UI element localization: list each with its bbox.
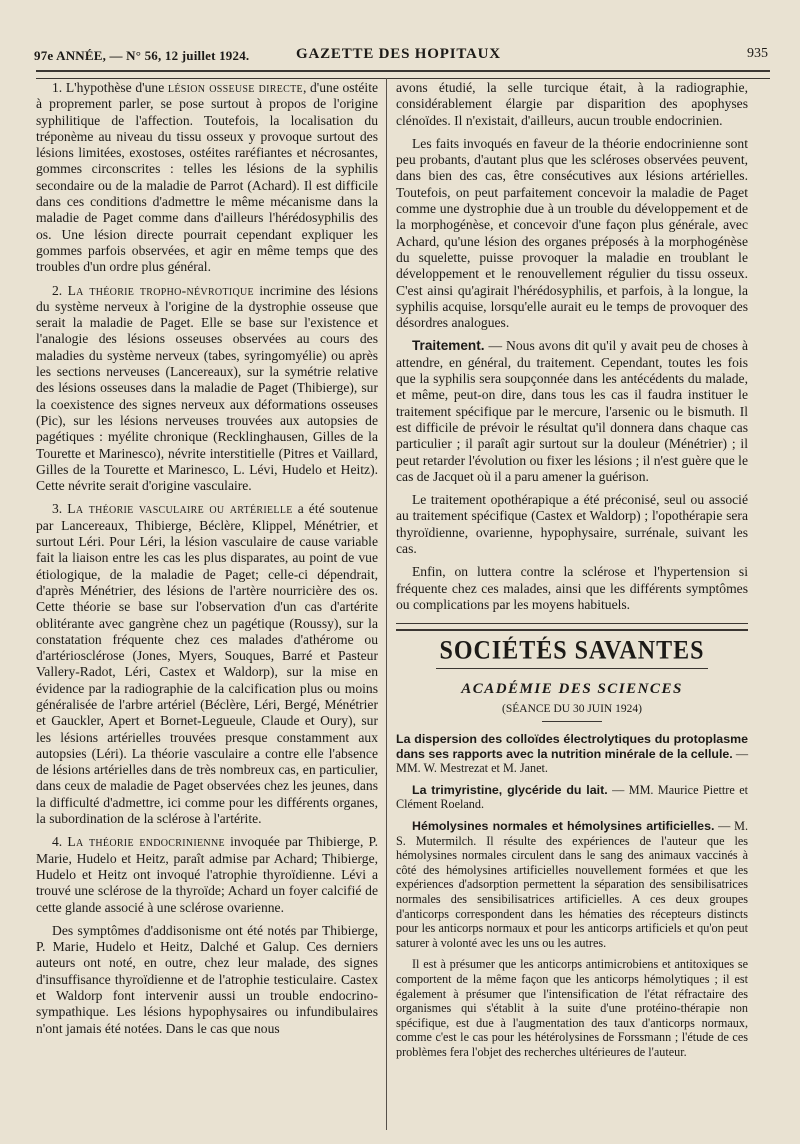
treatment-heading: Traitement. xyxy=(412,338,485,354)
page-header xyxy=(34,42,768,66)
paragraph-faits-invoques: Les faits invoqués en faveur de la théorie endocrinienne sont peu probants, d'autant plus que les scléroses observées peuvent, dans bien des cas, être consécutives aux lésions artérielles. Toutefois, on peut parfaitement concevoir la maladie de Paget comme une dystrophie due à un trouble du développement et de la morphogénèse, et concevoir d'une façon plus générale, avec Achard, qu'une lésion des organes préposés à la morphogénèse du squelette, puisse provoquer la maladie en troublant le développement et le renouvellement régulier du tissu osseux. C'est ainsi qu'agirait l'hérédosyphilis, et parfois, à la longue, la syphilis acquise, lorsqu'elle aurait eu le temps de provoquer des désordres analogues. xyxy=(396,135,748,331)
left-column xyxy=(36,80,378,1044)
short-rule xyxy=(542,721,602,722)
paragraph-theorie-tropho-nevrotique: 2. La théorie tropho-névrotique incrimine des lésions du système nerveux à l'origine de la dystrophie osseuse que serait la maladie de Paget. Elle se base sur l'existence et l'analogie des lésions osseuses observées au cours des maladies du système nerveux (tabes, syringomyélie) ou après les sections nerveuses (Lancereaux), sur la symétrie relative des lésions osseuses dans la maladie de Paget (Thibierge), sur la coexistence des signes nerveux aux déformations osseuses (Pic), sur les lésions nerveuses trouvées aux autopsies de pagétiques : myélite chronique (Recklinghausen, Gilles de la Tourette et Marinesco), névrite interstitielle (Pitres et Vaillard, Gilles de la Tourette et Marinesco, L. Lévi, Hudelo et Heitz). Cette névrite serait d'origine vasculaire. xyxy=(36,282,379,494)
paragraph-theorie-vasculaire: 3. La théorie vasculaire ou artérielle a été soutenue par Lancereaux, Thibierge, Béclère, Klippel, Ménétrier, et surtout Léri. Pour Léri, la lésion vasculaire de cause variable fait la liaison entre les cas les plus disparates, au point de vue étiologique, de la maladie de Paget; celle-ci dépendrait, d'après Ménétrier, des lésions de l'artère nourricière des os. Cette théorie se base sur l'observation d'un cas d'artérite oblitérante avec gangrène chez un pagétique (Roussy), sur la constatation fréquente chez ces malades d'athérome ou d'artériosclérose (Jones, Myers, Souques, Barré et Pasteur Vallery-Radot, Léri, Castex et Waldorp), sur la mise en évidence par la radiographie de la calcification plus ou moins généralisée de l'arbre artériel (Béclère, Léri, Bergé, Ménétrier et Gauckler, Apert et Bornet-Legueule, Claude et Oury), sur les lésions artérielles trouvées presque constamment aux autopsies (Léri). La théorie vasculaire a contre elle l'absence de lésions artérielles dans de très nombreux cas, en particulier, dans ceux de maladie de Paget observées chez les jeunes, dans la difficulté d'admettre, ici comme pour les différents organes, la subordination de la sclérose à l'artérite. xyxy=(36,501,378,827)
paragraph-traitement: Traitement. — Nous avons dit qu'il y avait peu de choses à attendre, en général, du traitement. Cependant, toutes les fois que la syphilis sera soupçonnée dans les antécédents du malade, et même, peut-on dire, dans tous les cas il faudra instituer le traitement spécifique par le mercure, l'arsenic ou le bismuth. Il est difficile de prévoir le résultat qu'il donnera dans chaque cas particulier ; il paraît agir surtout sur la douleur (Ménétrier) ; il peut retarder l'évolution ou fixer les lésions ; il n'est guère que le cas de Jacquet où il a paru amener la guérison. xyxy=(396,338,748,484)
column-divider xyxy=(386,78,387,1130)
issue-info: 97e ANNÉE, — N° 56, 12 juillet 1924. xyxy=(34,48,250,63)
header-rule xyxy=(36,70,770,79)
paragraph-theorie-endocrinienne: 4. La théorie endocrinienne invoquée par Thibierge, P. Marie, Hudelo et Heitz, paraît admise par Achard; Thibierge, Hudelo et Heitz ont invoqué l'atrophie thyroïdienne. Lévi a trouvé une sclérose de la thyroïde; Achard un foyer calcifié de cette glande associé à une sclérose ovarienne. xyxy=(36,834,378,915)
paper-hemolysines: Hémolysines normales et hémolysines artificielles. — M. S. Mutermilch. Il résulte des expériences de l'auteur que les hémolysines normales circulent dans le sang des animaux vaccinés à côté des hémolysines artificielles nouvellement formées et que les expériences d'adsorption permettent la séparation des sensibilisatrices normales des sensibilisatrices artificielles. A ces deux groupes d'anticorps correspondent dans les hématies des récepteurs distincts pour les anticorps normaux et pour les anticorps artificiels et qu'on peut saturer à volonté avec les uns ou les autres. xyxy=(396,819,748,950)
academie-heading: ACADÉMIE DES SCIENCES xyxy=(461,680,683,697)
section-separator xyxy=(396,623,748,631)
paper-trimyristine: La trimyristine, glycéride du lait. — MM. Maurice Piettre et Clément Roeland. xyxy=(396,782,749,812)
right-column xyxy=(396,80,748,1067)
seance-date: (SÉANCE DU 30 JUIN 1924) xyxy=(502,702,642,715)
paragraph-anticorps: Il est à présumer que les anticorps antimicrobiens et antitoxiques se comportent de la même façon que les anticorps hémolytiques ; il est également à présumer que l'intensification de l'état réfractaire des organismes qui s'établit à la suite d'une protéino-thérapie non spécifique, est due à l'augmentation des taux d'anticorps normaux, comme c'est le cas pour les hétérolysines de Forssmann ; l'étude de ces problèmes fera l'objet des recherches ultérieures de l'auteur. xyxy=(396,957,748,1059)
paragraph-opotherapie: Le traitement opothérapique a été préconisé, seul ou associé au traitement spécifique (Castex et Waldorp) ; l'opothérapie sera thyroïdienne, ovarienne, hypophysaire, surrénale, suivant les cas. xyxy=(396,492,748,557)
paragraph-lesion-osseuse: 1. L'hypothèse d'une lésion osseuse directe, d'une ostéite à proprement parler, se pose surtout à propos de l'origine syphilitique de l'affection. Toutefois, la localisation du tréponème au niveau du tissu osseux y provoque surtout des lésions limitées, exostoses, ostéites raréfiantes et nécrosantes, gommes circonscrites : telles les lésions de la syphilis secondaire ou de la maladie de Parrot (Achard). Il est difficile dans ces conditions d'admettre le même mécanisme dans la maladie de Paget comme dans d'ailleurs l'hérédosyphilis des os. Une lésion directe pourrait cependant expliquer les gommes parfois observées, et agir en même temps que des troubles d'un ordre plus général. xyxy=(36,80,378,275)
page-number: 935 xyxy=(747,46,768,61)
journal-title: GAZETTE DES HOPITAUX xyxy=(296,46,501,62)
paragraph-selle-turcique: avons étudié, la selle turcique était, à la radiographie, considérablement élargie par disparition des apophyses clénoïdes. Il n'existait, d'ailleurs, aucun trouble endocrinien. xyxy=(396,80,748,128)
paper-dispersion-colloides: La dispersion des colloïdes électrolytiques du protoplasme dans ses rapports avec la nutrition minérale de la cellule. — MM. W. Mestrezat et M. Janet. xyxy=(396,732,749,776)
paragraph-addisonisme: Des symptômes d'addisonisme ont été notés par Thibierge, P. Marie, Hudelo et Heitz, Dalché et Galup. Ces derniers auteurs ont noté, en outre, chez leur malade, des signes d'insuffisance thyroïdienne et de l'atrophie testiculaire. Castex et Waldorp font intervenir aussi un trouble endocrino-sympathique. Les lésions hypophysaires ou infundibulaires n'ont jamais été notées. Dans le cas que nous xyxy=(36,922,378,1036)
section-title-societes: SOCIÉTÉS SAVANTES xyxy=(439,636,705,666)
paragraph-enfin: Enfin, on luttera contre la sclérose et l'hypertension si fréquente chez ces malades, ainsi que les différents symptômes ou complications par les moyens habituels. xyxy=(396,564,748,612)
section-title-rule xyxy=(436,668,708,669)
